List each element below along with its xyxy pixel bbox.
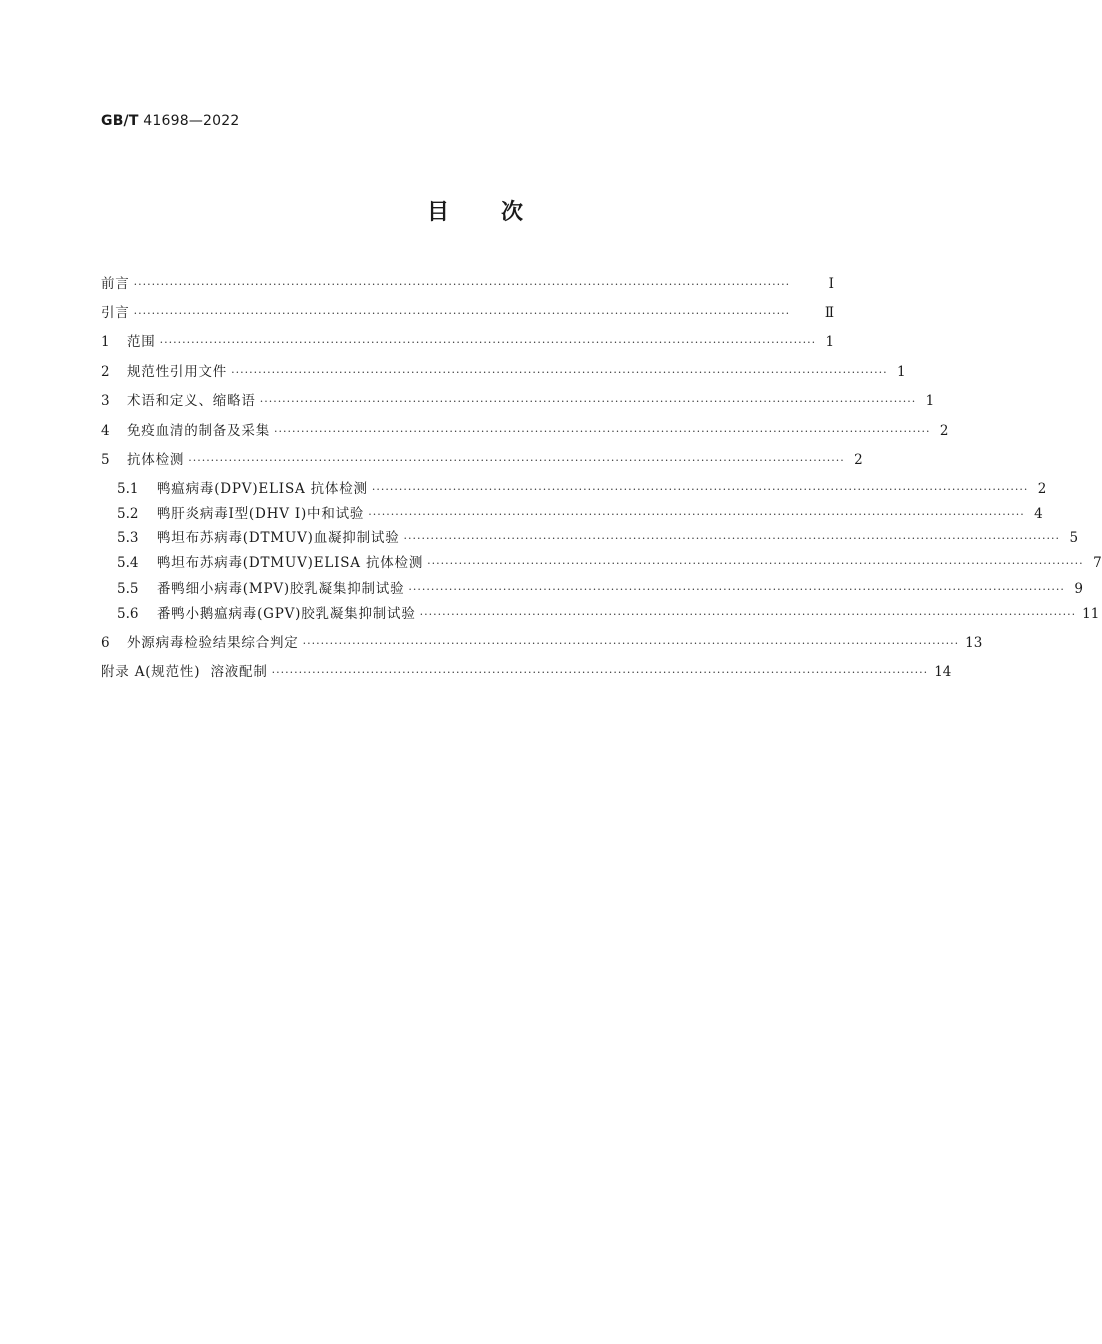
toc-entry-label: 鸭坦布苏病毒(DTMUV)ELISA 抗体检测 bbox=[157, 555, 424, 571]
toc-entry[interactable] bbox=[101, 362, 906, 382]
toc-entry-page: 13 bbox=[965, 635, 983, 651]
toc-entry-page: 1 bbox=[925, 393, 935, 409]
toc-entry[interactable] bbox=[117, 528, 1079, 548]
toc-entry-label: 抗体检测 bbox=[127, 452, 185, 468]
toc-title-part2: 次 bbox=[501, 200, 524, 225]
toc-entry[interactable] bbox=[117, 604, 1100, 624]
toc-leader-dots: ·················································································································································· bbox=[403, 532, 1061, 545]
toc-entry-page: 1 bbox=[897, 364, 906, 380]
toc-entry-number: 4 bbox=[101, 423, 110, 439]
toc-entry[interactable] bbox=[101, 421, 949, 441]
toc-entry-label: 番鸭小鹅瘟病毒(GPV)胶乳凝集抑制试验 bbox=[157, 606, 416, 622]
toc-leader-dots: ·················································································································································· bbox=[427, 557, 1084, 570]
toc-entry-label: 术语和定义、缩略语 bbox=[127, 393, 256, 409]
toc-entry-label: 鸭坦布苏病毒(DTMUV)血凝抑制试验 bbox=[157, 530, 400, 546]
standard-number: 41698—2022 bbox=[143, 113, 240, 129]
toc-leader-dots: ·················································································································································· bbox=[133, 307, 791, 320]
toc-leader-dots: ·················································································································································· bbox=[271, 666, 929, 679]
toc-entry-page: Ⅰ bbox=[828, 276, 834, 292]
toc-entry-label: 鸭肝炎病毒Ⅰ型(DHV Ⅰ)中和试验 bbox=[157, 506, 365, 522]
toc-entry-label: 引言 bbox=[101, 305, 130, 321]
toc-entry-page: 9 bbox=[1074, 581, 1083, 597]
toc-title bbox=[0, 195, 950, 226]
toc-entry-label: 前言 bbox=[101, 276, 130, 292]
toc-leader-dots: ·················································································································································· bbox=[371, 483, 1029, 496]
toc-entry-label: 规范性引用文件 bbox=[127, 364, 228, 380]
toc-entry-number: 5.2 bbox=[117, 506, 139, 522]
toc-entry[interactable] bbox=[101, 274, 834, 294]
toc-leader-dots: ·················································································································································· bbox=[408, 583, 1065, 596]
toc-entry-page: 1 bbox=[825, 334, 835, 350]
toc-entry[interactable] bbox=[101, 332, 834, 352]
toc-entry-page: 2 bbox=[854, 452, 863, 468]
toc-entry-page: 4 bbox=[1034, 506, 1043, 522]
toc-leader-dots: ·················································································································································· bbox=[188, 454, 845, 467]
toc-leader-dots: ·················································································································································· bbox=[133, 278, 791, 291]
toc-entry-page: 11 bbox=[1082, 606, 1100, 622]
toc-entry-number: 5.3 bbox=[117, 530, 139, 546]
toc-entry-number: 1 bbox=[101, 334, 110, 350]
toc-entry-label: 鸭瘟病毒(DPV)ELISA 抗体检测 bbox=[157, 481, 368, 497]
toc-entry[interactable] bbox=[101, 662, 952, 682]
toc-entry[interactable] bbox=[117, 504, 1043, 524]
toc-entry-page: 14 bbox=[934, 664, 952, 680]
toc-entry[interactable] bbox=[117, 553, 1102, 573]
toc-entry[interactable] bbox=[101, 391, 935, 411]
toc-leader-dots: ·················································································································································· bbox=[368, 508, 1025, 521]
toc-entry-page: 5 bbox=[1069, 530, 1079, 546]
toc-entry-number: 6 bbox=[101, 635, 110, 651]
toc-title-part1: 目 bbox=[426, 200, 449, 225]
toc-entry[interactable] bbox=[101, 450, 863, 470]
toc-entry-page: 2 bbox=[1037, 481, 1047, 497]
toc-entry-number: 5 bbox=[101, 452, 110, 468]
toc-entry-label: 附录 A(规范性) 溶液配制 bbox=[101, 664, 268, 680]
standard-prefix: GB/T bbox=[101, 113, 139, 129]
standard-code bbox=[101, 113, 239, 129]
toc-entry-label: 免疫血清的制备及采集 bbox=[127, 423, 270, 439]
toc-entry-number: 5.5 bbox=[117, 581, 139, 597]
toc-entry-label: 外源病毒检验结果综合判定 bbox=[127, 635, 299, 651]
toc-entry-page: Ⅱ bbox=[824, 305, 834, 321]
toc-entry[interactable] bbox=[101, 303, 834, 323]
toc-entry-page: 7 bbox=[1093, 555, 1102, 571]
toc-leader-dots: ·················································································································································· bbox=[419, 608, 1077, 621]
toc-leader-dots: ·················································································································································· bbox=[231, 366, 888, 379]
toc-entry-number: 2 bbox=[101, 364, 110, 380]
toc-entry-label: 番鸭细小病毒(MPV)胶乳凝集抑制试验 bbox=[157, 581, 405, 597]
toc-entry-number: 3 bbox=[101, 393, 110, 409]
toc-entry[interactable] bbox=[117, 479, 1047, 499]
toc-entry-number: 5.6 bbox=[117, 606, 139, 622]
toc-entry-number: 5.1 bbox=[117, 481, 139, 497]
toc-leader-dots: ·················································································································································· bbox=[159, 336, 817, 349]
toc-leader-dots: ·················································································································································· bbox=[274, 425, 931, 438]
toc-entry-label: 范围 bbox=[127, 334, 156, 350]
toc-entry-page: 2 bbox=[939, 423, 949, 439]
toc-entry[interactable] bbox=[101, 633, 983, 653]
toc-entry[interactable] bbox=[117, 579, 1083, 599]
toc-leader-dots: ·················································································································································· bbox=[302, 637, 960, 650]
toc-leader-dots: ·················································································································································· bbox=[259, 395, 917, 408]
toc-entry-number: 5.4 bbox=[117, 555, 139, 571]
